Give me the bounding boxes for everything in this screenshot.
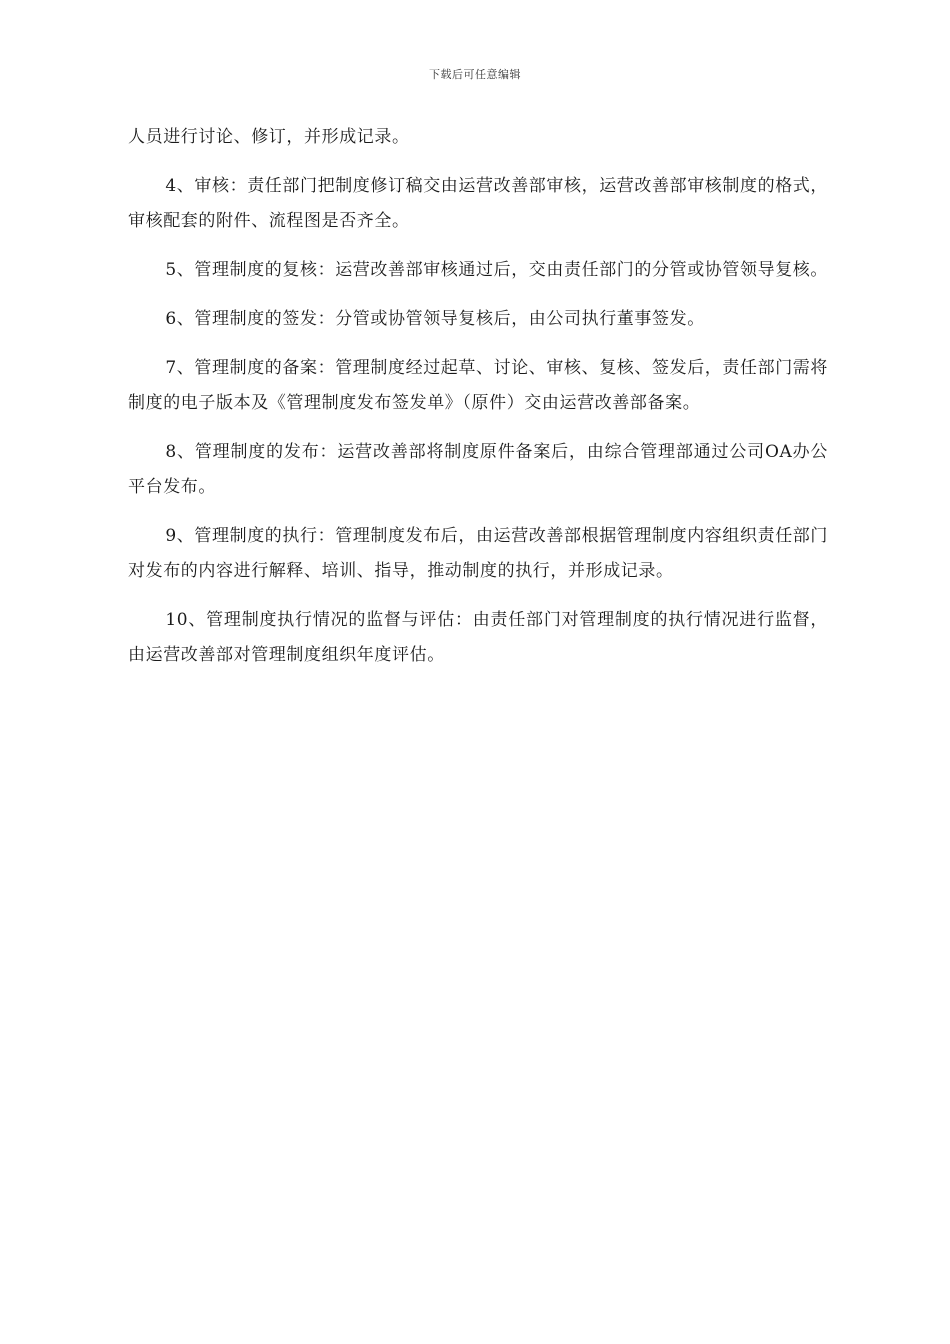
paragraph-step-8-publish: 8、管理制度的发布：运营改善部将制度原件备案后，由综合管理部通过公司OA办公平台发布。	[128, 442, 828, 497]
paragraph-step-5-recheck: 5、管理制度的复核：运营改善部审核通过后，交由责任部门的分管或协管领导复核。	[165, 260, 829, 280]
paragraph-step-10-monitor: 10、管理制度执行情况的监督与评估：由责任部门对管理制度的执行情况进行监督，由运营改善部对管理制度组织年度评估。	[128, 610, 828, 665]
page-header: 下载后可任意编辑	[429, 68, 521, 81]
paragraph-continuation: 人员进行讨论、修订，并形成记录。	[128, 127, 410, 147]
paragraph-step-7-filing: 7、管理制度的备案：管理制度经过起草、讨论、审核、复核、签发后，责任部门需将制度的电子版本及《管理制度发布签发单》（原件）交由运营改善部备案。	[128, 358, 829, 413]
paragraph-step-9-execute: 9、管理制度的执行：管理制度发布后，由运营改善部根据管理制度内容组织责任部门对发布的内容进行解释、培训、指导，推动制度的执行，并形成记录。	[128, 526, 829, 581]
document-body	[128, 120, 828, 687]
paragraph-step-6-sign-off: 6、管理制度的签发：分管或协管领导复核后，由公司执行董事签发。	[165, 309, 705, 329]
paragraph-step-4-review: 4、审核：责任部门把制度修订稿交由运营改善部审核，运营改善部审核制度的格式，审核配套的附件、流程图是否齐全。	[128, 176, 829, 231]
